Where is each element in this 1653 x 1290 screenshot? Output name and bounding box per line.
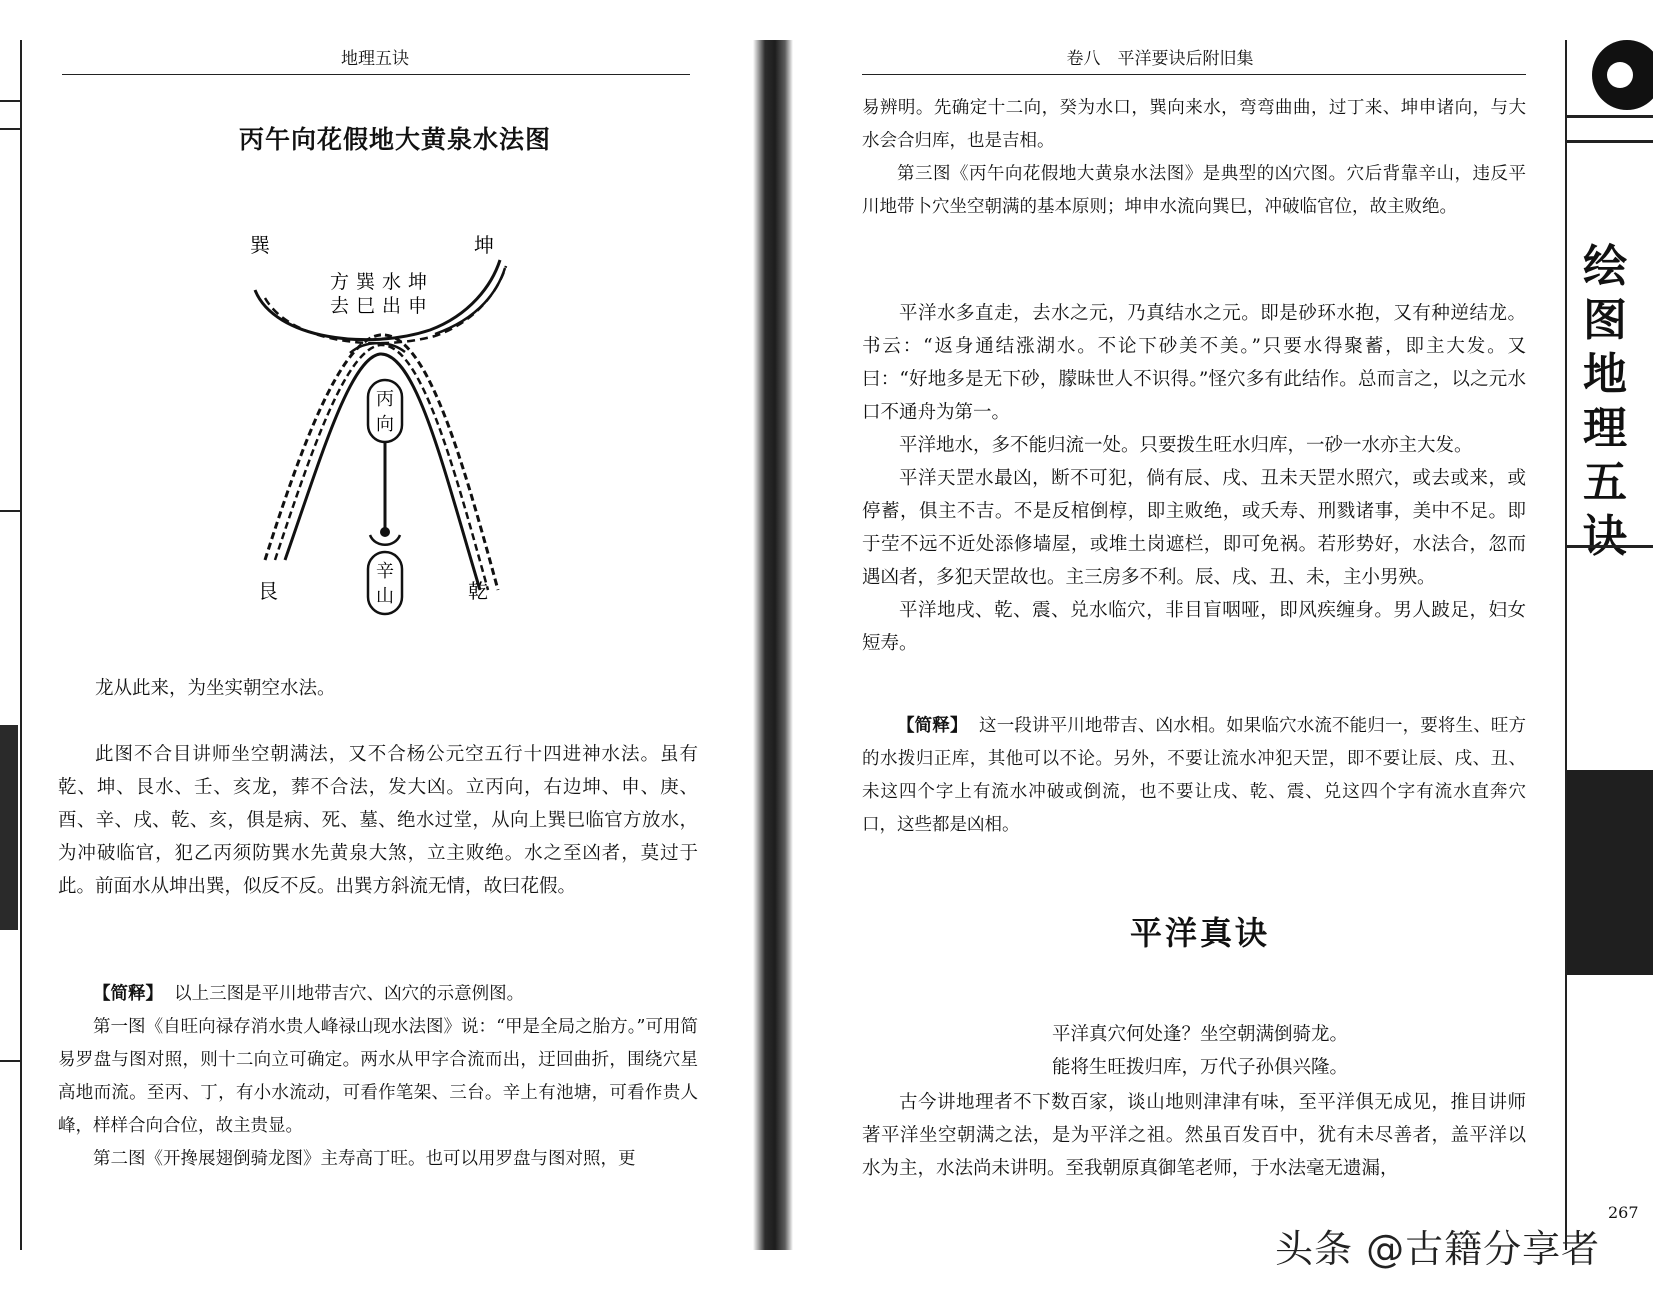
right-note-text: 这一段讲平川地带吉、凶水相。如果临穴水流不能归一，要将生、旺方的水拨归正库，其他可以不论。另外，不要让流水冲犯天罡，即不要让辰、戌、丑、未这四个字上有流水冲破或倒流，也不要让戌、乾、震、兑这四个字有流水直奔穴口，这些都是凶相。 bbox=[862, 716, 1527, 835]
diagram-col1-top: 方 bbox=[330, 271, 350, 293]
left-para2: 第一图《自旺向禄存消水贵人峰禄山现水法图》说：“甲是全局之胎方。”可用简易罗盘与图对照，则十二向立可确定。两水从甲字合流而出，迂回曲折，围绕穴星高地而流。至丙、丁，有小水流动，可看作笔架、三台。辛上有池塘，可看作贵人峰，样样合向合位，故主贵显。 bbox=[58, 1017, 698, 1136]
right-head-rule bbox=[862, 74, 1526, 75]
page-number: 267 bbox=[1608, 1203, 1639, 1222]
section-title: 平洋真诀 bbox=[1129, 914, 1270, 952]
left-head-rule bbox=[62, 74, 690, 75]
right-para1: 第三图《丙午向花假地大黄泉水法图》是典型的凶穴图。穴后背靠辛山，违反平川地带卜穴坐空朝满的基本原则；坤申水流向巽巳，冲破临官位，故主败绝。 bbox=[862, 164, 1526, 217]
left-para1-text: 此图不合目讲师坐空朝满法，又不合杨公元空五行十四进神水法。虽有乾、坤、艮水、壬、亥龙，葬不合法，发大凶。立丙向，右边坤、申、庚、酉、辛、戌、乾、亥，俱是病、死、墓、绝水过堂，从向上巽巳临官方放水，为冲破临官，犯乙丙须防巽水先黄泉大煞，立主败绝。水之至凶者，莫过于此。前面水从坤出巽，似反不反。出巽方斜流无情，故曰花假。 bbox=[58, 744, 698, 897]
diagram-label-bing: 丙 bbox=[376, 389, 394, 410]
verse-line-2: 能将生旺拨归库，万代子孙俱兴隆。 bbox=[1051, 1057, 1348, 1078]
left-note-label: 【简释】 bbox=[93, 984, 163, 1004]
diagram-col1-bottom: 去 bbox=[330, 295, 350, 317]
right-para5: 平洋地戌、乾、震、兑水临穴，非目盲咽哑，即风疾缠身。男人跛足，妇女短寿。 bbox=[862, 600, 1526, 654]
right-para4: 平洋天罡水最凶，断不可犯，倘有辰、戌、丑未天罡水照穴，或去或来，或停蓄，俱主不吉。不是反棺倒椁，即主败绝，或夭寿、刑戮诸事，美中不足。即于茔不远不近处添修墙屋，或堆土岗遮栏，即可免祸。若形势好，水法合，忽而遇凶者，多犯天罡故也。主三房多不利。辰、戌、丑、未，主小男殃。 bbox=[862, 468, 1526, 588]
side-tab-title bbox=[1575, 240, 1635, 564]
side-tab-char: 五 bbox=[1583, 457, 1627, 508]
side-tab bbox=[1565, 40, 1653, 1250]
diagram-water-text bbox=[330, 271, 427, 317]
side-tab-char: 诀 bbox=[1583, 511, 1627, 562]
figure-title: 丙午向花假地大黄泉水法图 bbox=[238, 125, 551, 154]
edge-tick bbox=[0, 1060, 20, 1062]
left-note bbox=[58, 978, 698, 1176]
side-tab-char: 绘 bbox=[1583, 241, 1627, 292]
diagram-label-shan: 山 bbox=[376, 586, 394, 607]
left-para3: 第二图《开搀展翅倒骑龙图》主寿高丁旺。也可以用罗盘与图对照，更 bbox=[93, 1149, 636, 1169]
side-tab-char: 地 bbox=[1583, 349, 1627, 400]
water-method-diagram bbox=[230, 230, 560, 650]
left-note-text: 以上三图是平川地带吉穴、凶穴的示意例图。 bbox=[174, 984, 525, 1004]
diagram-col3-top: 水 bbox=[382, 271, 402, 293]
left-para1 bbox=[58, 738, 698, 903]
diagram-label-xin: 辛 bbox=[376, 561, 394, 582]
book-gutter bbox=[753, 40, 793, 1250]
diagram-label-xun: 巽 bbox=[250, 233, 270, 257]
left-edge-dark-band bbox=[0, 725, 18, 930]
diagram-label-gen: 艮 bbox=[258, 579, 278, 603]
tab-rule bbox=[1567, 140, 1653, 143]
right-running-head: 卷八 平洋要诀后附旧集 bbox=[1066, 49, 1254, 69]
right-note-label: 【简释】 bbox=[897, 716, 968, 736]
left-running-head: 地理五诀 bbox=[341, 49, 409, 69]
left-line1: 龙从此来，为坐实朝空水法。 bbox=[95, 678, 336, 699]
right-para3: 平洋地水，多不能归流一处。只要拨生旺水归库，一砂一水亦主大发。 bbox=[899, 435, 1473, 456]
diagram-col3-bottom: 出 bbox=[382, 295, 402, 317]
side-tab-char: 图 bbox=[1583, 295, 1627, 346]
left-page-edge bbox=[0, 40, 22, 1250]
right-block1 bbox=[862, 92, 1526, 224]
right-para0: 易辨明。先确定十二向，癸为水口，巽向来水，弯弯曲曲，过丁来、坤申诸向，与大水会合归库，也是吉相。 bbox=[862, 98, 1526, 151]
edge-tick bbox=[0, 100, 20, 102]
edge-tick bbox=[0, 510, 20, 512]
tab-rule bbox=[1567, 545, 1653, 548]
right-para6: 古今讲地理者不下数百家，谈山地则津津有味，至平洋俱无成见，推目讲师著平洋坐空朝满之法，是为平洋之祖。然虽百发百中，犹有未尽善者，盖平洋以水为主，水法尚未讲明。至我朝原真御笔老师，于水法毫无遗漏， bbox=[862, 1092, 1526, 1179]
diagram-col2-top: 巽 bbox=[356, 271, 376, 293]
yin-yang-dot bbox=[1607, 62, 1633, 88]
right-block2 bbox=[862, 297, 1526, 660]
right-note bbox=[862, 710, 1526, 842]
watermark: 头条 @古籍分享者 bbox=[1275, 1227, 1601, 1271]
diagram-label-kun: 坤 bbox=[474, 233, 494, 257]
side-tab-dark-band bbox=[1567, 770, 1653, 975]
diagram-label-xiang: 向 bbox=[376, 414, 394, 435]
diagram-col4-bottom: 申 bbox=[408, 295, 428, 317]
right-para2: 平洋水多直走，去水之元，乃真结水之元。即是砂环水抱，又有种逆结龙。书云：“返身通结涨湖水。不论下砂美不美。”只要水得聚蓄，即主大发。又曰：“好地多是无下砂，朦昧世人不识得。”怪穴多有此结作。总而言之，以之元水口不通舟为第一。 bbox=[862, 303, 1526, 423]
verse-line-1: 平洋真穴何处逢？坐空朝满倒骑龙。 bbox=[1051, 1024, 1348, 1045]
diagram-col4-top: 坤 bbox=[408, 271, 428, 293]
diagram-label-qian: 乾 bbox=[468, 579, 488, 603]
edge-tick bbox=[0, 128, 20, 130]
right-block3 bbox=[862, 1086, 1526, 1185]
side-tab-char: 理 bbox=[1583, 403, 1627, 454]
diagram-col2-bottom: 巳 bbox=[356, 295, 376, 317]
tab-rule bbox=[1567, 115, 1653, 118]
